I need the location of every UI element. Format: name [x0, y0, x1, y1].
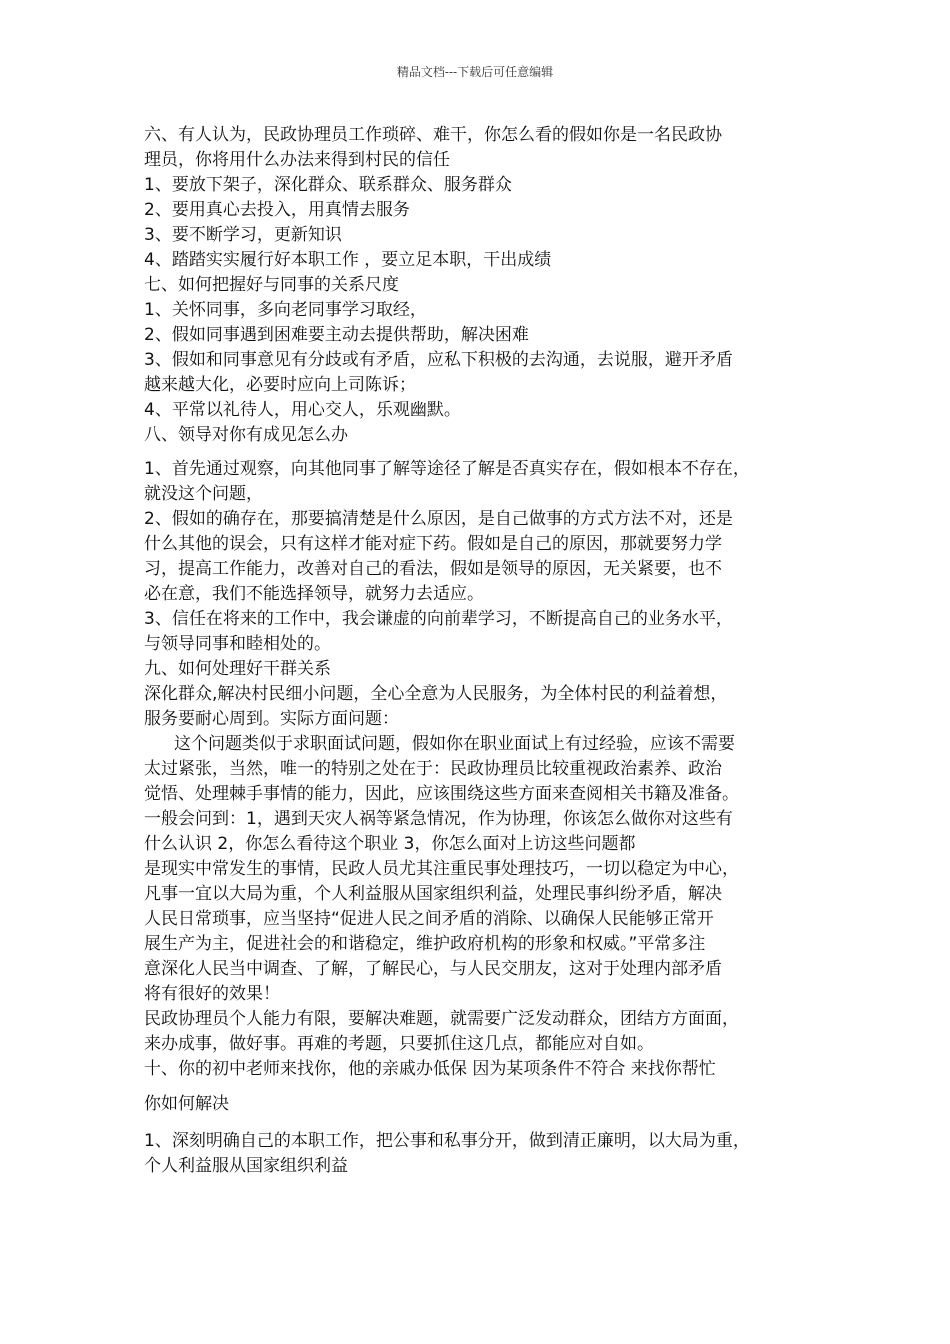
list-item: 4、平常以礼待人，用心交人，乐观幽默。 — [144, 400, 461, 420]
text-line: 民政协理员个人能力有限，要解决难题，就需要广泛发动群众，团结方方面面， — [144, 1009, 739, 1029]
list-item: 1、要放下架子，深化群众、联系群众、服务群众 — [144, 175, 512, 195]
text-line: 人民日常琐事，应当坚持“促进人民之间矛盾的消除、以确保人民能够正常开 — [144, 909, 714, 929]
section-heading: 六、有人认为，民政协理员工作琐碎、难干，你怎么看的假如你是一名民政协 — [144, 125, 722, 145]
text-line: 将有很好的效果！ — [144, 984, 280, 1004]
list-item: 3、假如和同事意见有分歧或有矛盾，应私下积极的去沟通，去说服，避开矛盾 — [144, 350, 733, 370]
section-heading: 十、你的初中老师来找你，他的亲戚办低保 因为某项条件不符合 来找你帮忙 — [144, 1059, 716, 1079]
section-heading: 八、领导对你有成见怎么办 — [144, 425, 348, 445]
text-line: 就没这个问题， — [144, 484, 263, 504]
text-line: 什么认识 2，你怎么看待这个职业 3，你怎么面对上访这些问题都 — [144, 834, 636, 854]
list-item: 4、踏踏实实履行好本职工作 ，要立足本职，干出成绩 — [144, 250, 552, 270]
text-line: 你如何解决 — [144, 1094, 229, 1114]
text-line: 必在意，我们不能选择领导，就努力去适应。 — [144, 584, 484, 604]
text-line: 意深化人民当中调查、了解，了解民心，与人民交朋友，这对于处理内部矛盾 — [144, 959, 722, 979]
text-line: 深化群众,解决村民细小问题，全心全意为人民服务，为全体村民的利益着想， — [144, 684, 728, 704]
list-item: 1、首先通过观察，向其他同事了解等途径了解是否真实存在，假如根本不存在， — [144, 459, 750, 479]
list-item: 3、要不断学习，更新知识 — [144, 225, 342, 245]
text-line: 与领导同事和睦相处的。 — [144, 634, 331, 654]
text-line: 一般会问到：1，遇到天灾人祸等紧急情况，作为协理，你该怎么做你对这些有 — [144, 809, 733, 829]
text-line: 觉悟、处理棘手事情的能力，因此，应该围绕这些方面来查阅相关书籍及准备。 — [144, 784, 739, 804]
list-item: 3、信任在将来的工作中，我会谦虚的向前辈学习，不断提高自己的业务水平， — [144, 609, 733, 629]
section-heading: 九、如何处理好干群关系 — [144, 659, 331, 679]
page-header: 精品文档---下载后可任意编辑 — [396, 65, 554, 79]
list-item: 2、假如同事遇到困难要主动去提供帮助，解决困难 — [144, 325, 529, 345]
list-item: 2、假如的确存在，那要搞清楚是什么原因，是自己做事的方式方法不对，还是 — [144, 509, 733, 529]
text-line: 太过紧张，当然，唯一的特别之处在于：民政协理员比较重视政治素养、政治 — [144, 759, 722, 779]
text-line: 展生产为主，促进社会的和谐稳定，维护政府机构的形象和权威。”平常多注 — [144, 934, 706, 954]
text-line: 越来越大化，必要时应向上司陈诉； — [144, 375, 416, 395]
text-line: 是现实中常发生的事情，民政人员尤其注重民事处理技巧，一切以稳定为中心， — [144, 859, 739, 879]
list-item: 2、要用真心去投入，用真情去服务 — [144, 200, 410, 220]
text-line: 来办成事，做好事。再难的考题，只要抓住这几点，都能应对自如。 — [144, 1034, 654, 1054]
text-line: 个人利益服从国家组织利益 — [144, 1156, 348, 1176]
text-line: 习，提高工作能力，改善对自己的看法，假如是领导的原因，无关紧要，也不 — [144, 559, 722, 579]
paragraph-start: 这个问题类似于求职面试问题，假如你在职业面试上有过经验，应该不需要 — [174, 734, 735, 754]
text-line: 服务要耐心周到。实际方面问题： — [144, 709, 399, 729]
list-item: 1、深刻明确自己的本职工作，把公事和私事分开，做到清正廉明，以大局为重， — [144, 1131, 750, 1151]
text-line: 什么其他的误会，只有这样才能对症下药。假如是自己的原因，那就要努力学 — [144, 534, 722, 554]
text-line: 凡事一宜以大局为重，个人利益服从国家组织利益，处理民事纠纷矛盾，解决 — [144, 884, 722, 904]
document-body — [144, 123, 812, 1179]
section-heading: 七、如何把握好与同事的关系尺度 — [144, 275, 399, 295]
list-item: 1、关怀同事，多向老同事学习取经， — [144, 300, 427, 320]
text-line: 理员，你将用什么办法来得到村民的信任 — [144, 150, 450, 170]
